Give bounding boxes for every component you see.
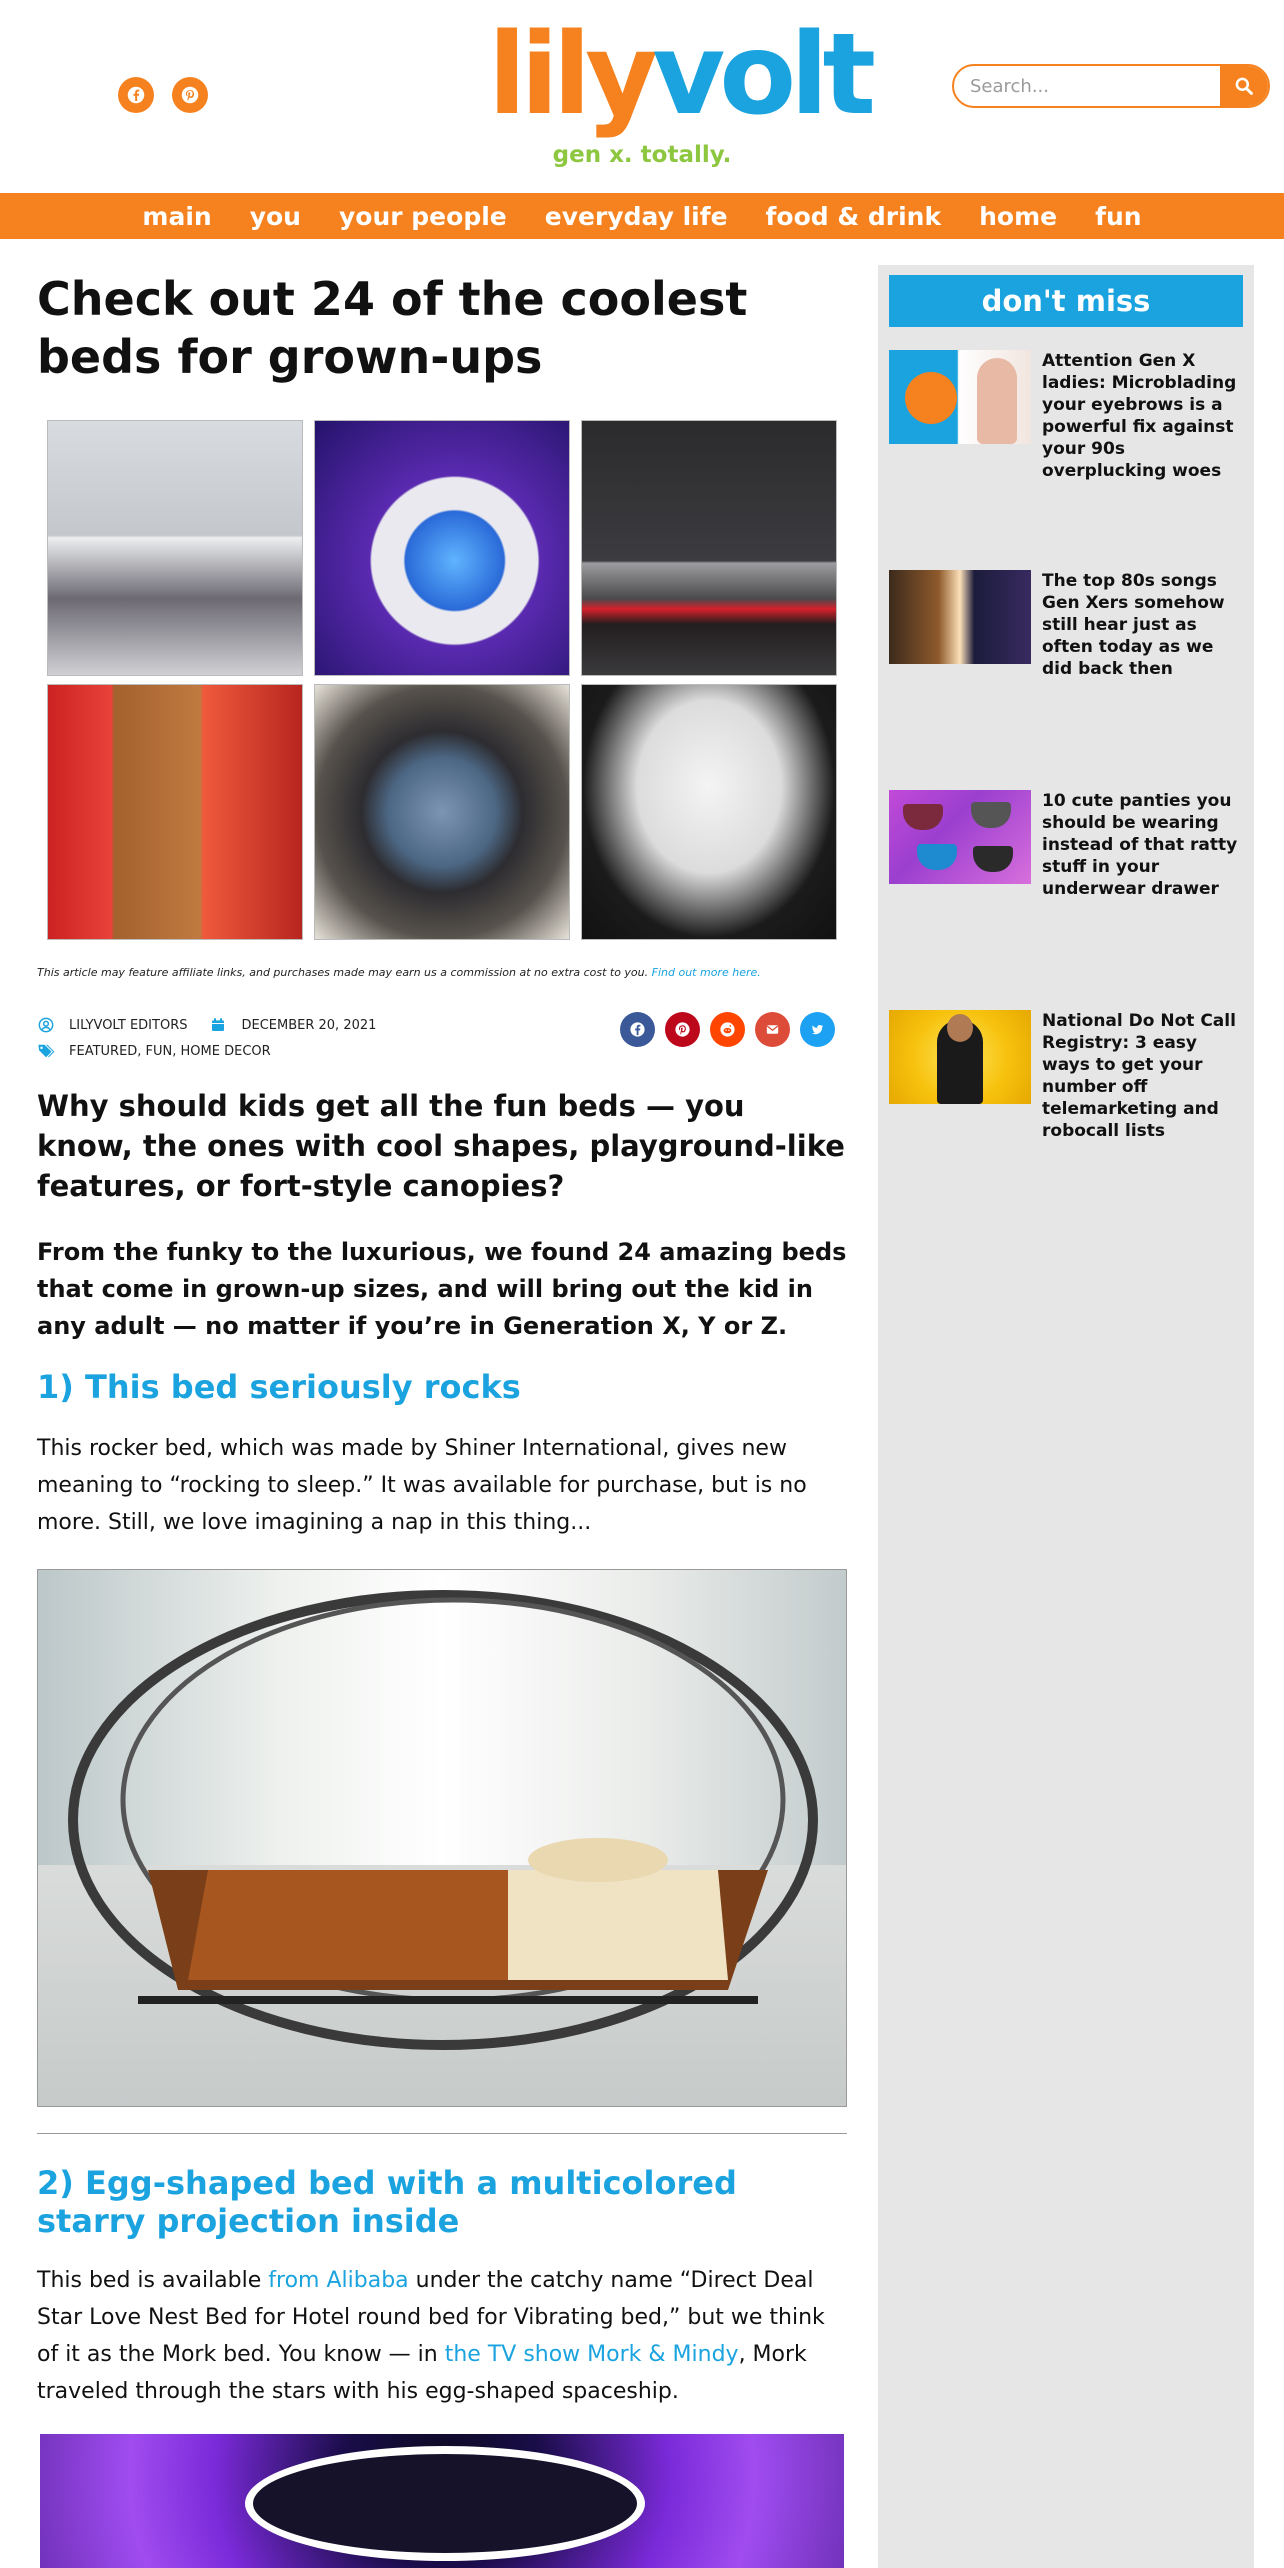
- post-author[interactable]: LILYVOLT EDITORS: [69, 1017, 188, 1033]
- post-date: DECEMBER 20, 2021: [241, 1017, 377, 1033]
- share-email-icon[interactable]: [755, 1012, 790, 1047]
- main-nav: [0, 193, 1284, 239]
- share-twitter-icon[interactable]: [800, 1012, 835, 1047]
- sidebar-post-thumbnail[interactable]: [889, 1010, 1031, 1104]
- featured-image-collage: [47, 420, 837, 940]
- sidebar-post-thumbnail[interactable]: [889, 350, 1031, 444]
- section-1-heading: 1) This bed seriously rocks: [37, 1368, 521, 1406]
- calendar-icon: [209, 1016, 227, 1034]
- collage-image-shell-bed: [581, 684, 837, 940]
- search-button[interactable]: [1220, 66, 1268, 106]
- share-buttons: [610, 1012, 835, 1047]
- tags-icon: [37, 1042, 55, 1060]
- post-categories[interactable]: FEATURED, FUN, HOME DECOR: [69, 1043, 271, 1059]
- post-meta: [37, 1012, 837, 1072]
- rocker-bed-image: [37, 1569, 847, 2107]
- sidebar-post-thumbnail[interactable]: [889, 570, 1031, 664]
- share-facebook-icon[interactable]: [620, 1012, 655, 1047]
- logo-part-volt: volt: [652, 10, 871, 140]
- share-pinterest-icon[interactable]: [665, 1012, 700, 1047]
- section-2-heading: 2) Egg-shaped bed with a multicolored starry projection inside: [37, 2164, 737, 2240]
- affiliate-note: This article may feature affiliate links, and purchases made may earn us a commission at no extra cost to you.: [37, 966, 649, 979]
- sidebar-post-title[interactable]: 10 cute panties you should be wearing instead of that ratty stuff in your underwear drawer: [1042, 791, 1238, 899]
- pinterest-icon[interactable]: [172, 77, 208, 113]
- nav-item-you[interactable]: you: [249, 201, 301, 231]
- share-reddit-icon[interactable]: [710, 1012, 745, 1047]
- sidebar-post-title[interactable]: Attention Gen X ladies: Microblading your eyebrows is a powerful fix against your 90s overplucking woes: [1042, 351, 1237, 481]
- nav-item-food-drink[interactable]: food & drink: [765, 201, 942, 231]
- site-tagline: gen x. totally.: [552, 142, 732, 168]
- search-input[interactable]: [954, 66, 1220, 106]
- section-2-text-c: , Mork traveled through the stars with his egg-shaped spaceship.: [37, 2342, 807, 2404]
- egg-bed-image: [40, 2434, 844, 2568]
- collage-image-canopy-bed: [47, 684, 303, 940]
- article-title: Check out 24 of the coolest beds for grown-ups: [37, 272, 748, 384]
- sidebar: [878, 265, 1254, 2568]
- section-2-text: [37, 2262, 847, 2410]
- section-divider: [37, 2133, 847, 2134]
- article-lead: From the funky to the luxurious, we found 24 amazing beds that come in grown-up sizes, and will bring out the kid in any adult — no matter if you’re in Generation X, Y or Z.: [37, 1238, 847, 1340]
- nav-item-fun[interactable]: fun: [1095, 201, 1142, 231]
- site-logo[interactable]: [488, 10, 871, 140]
- section-2-text-b: under the catchy name “Direct Deal Star Love Nest Bed for Hotel round bed for Vibrating bed,” but we think of it as the Mork bed. You know — in: [37, 2268, 825, 2367]
- alibaba-link[interactable]: from Alibaba: [268, 2268, 409, 2293]
- nav-item-your-people[interactable]: your people: [338, 201, 507, 231]
- search-form: [952, 64, 1270, 108]
- section-1-text: This rocker bed, which was made by Shiner International, gives new meaning to “rocking to sleep.” It was available for purchase, but is no more. Still, we love imagining a nap in this thing...: [37, 1436, 807, 1535]
- sidebar-post-title[interactable]: The top 80s songs Gen Xers somehow still hear just as often today as we did back then: [1042, 571, 1225, 679]
- collage-image-led-platform-bed: [581, 420, 837, 676]
- collage-image-egg-bed: [314, 420, 570, 676]
- sidebar-post-thumbnail[interactable]: [889, 790, 1031, 884]
- collage-image-round-white-bed: [47, 420, 303, 676]
- site-header: [0, 0, 1284, 193]
- search-icon: [1234, 76, 1254, 96]
- collage-image-capsule-bed: [314, 684, 570, 940]
- nav-item-everyday-life[interactable]: everyday life: [544, 201, 728, 231]
- facebook-icon[interactable]: [118, 77, 154, 113]
- nav-item-home[interactable]: home: [979, 201, 1058, 231]
- nav-item-main[interactable]: main: [142, 201, 212, 231]
- user-icon: [37, 1016, 55, 1034]
- article: [37, 270, 847, 2404]
- mork-mindy-link[interactable]: the TV show Mork & Mindy: [444, 2342, 739, 2367]
- affiliate-link[interactable]: Find out more here.: [651, 966, 761, 979]
- article-intro: Why should kids get all the fun beds — you know, the ones with cool shapes, playground-like features, or fort-style canopies?: [37, 1089, 845, 1203]
- dont-miss-heading: don't miss: [889, 275, 1243, 327]
- logo-part-lily: lily: [488, 10, 653, 140]
- affiliate-disclosure: [37, 966, 847, 979]
- section-2-text-a: This bed is available: [37, 2268, 269, 2293]
- sidebar-post-title[interactable]: National Do Not Call Registry: 3 easy ways to get your number off telemarketing and robocall lists: [1042, 1011, 1236, 1141]
